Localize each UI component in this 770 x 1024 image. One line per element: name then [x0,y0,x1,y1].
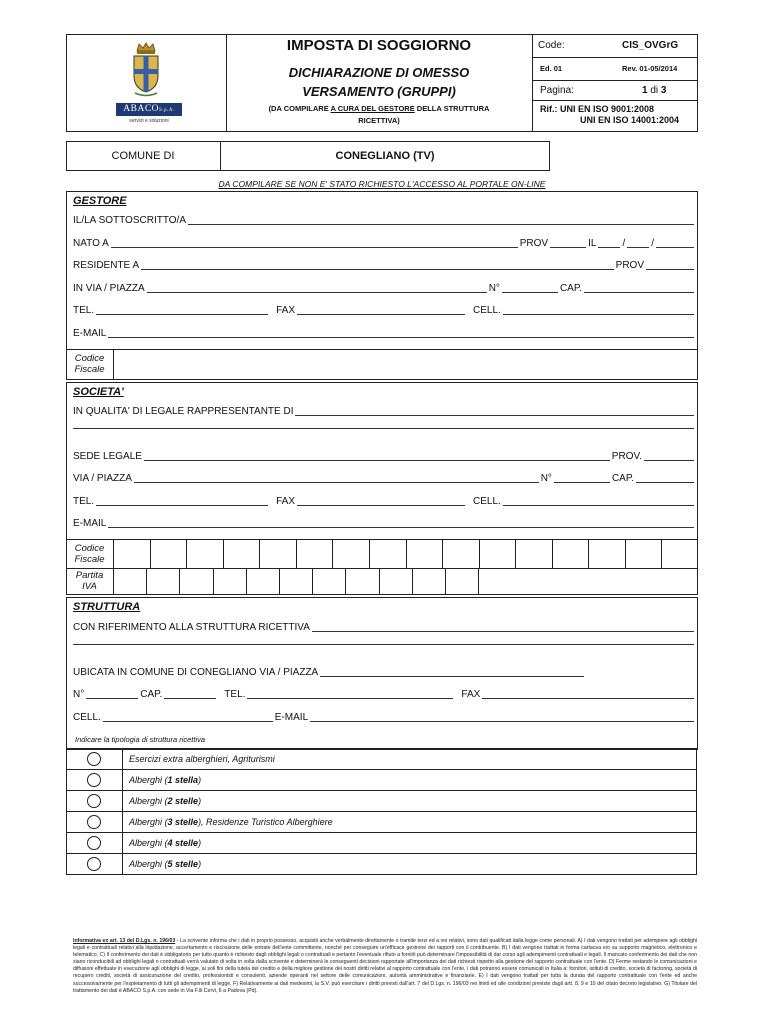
radio-circle-icon[interactable] [87,836,101,850]
societa-tel-field[interactable] [96,505,268,506]
struttura-name-field-2[interactable] [73,644,694,645]
gestore-cf-label: Codice Fiscale [74,353,105,375]
societa-via-row: VIA / PIAZZA N° CAP. [73,473,696,485]
code-value: CIS_OVGrG [622,40,679,51]
form-note-1: (DA COMPILARE A CURA DEL GESTORE DELLA STRUTTURA [268,104,490,113]
struttura-tel-field[interactable] [247,698,453,699]
societa-cap-field[interactable] [636,482,694,483]
gestore-email-field[interactable] [108,337,694,338]
municipal-crest-icon [129,42,163,98]
societa-cf-boxes[interactable] [113,540,698,568]
form-subtitle-2: VERSAMENTO (GRUPPI) [302,84,456,99]
societa-sede-row: SEDE LEGALE PROV. [73,451,696,463]
gestore-number-field[interactable] [502,292,558,293]
struttura-street-field[interactable] [320,676,584,677]
struttura-number-field[interactable] [86,698,138,699]
gestore-tel-row: TEL. FAX CELL. [73,305,696,317]
struttura-option-cell [67,812,123,832]
tipologia-label: Indicare la tipologia di struttura ricettiva [75,735,206,744]
gestore-street-field[interactable] [147,292,487,293]
abaco-tagline: servizi e soluzioni [129,118,169,124]
struttura-name-field[interactable] [312,631,694,632]
struttura-option-cell [67,791,123,811]
struttura-option-label: Alberghi (3 stelle), Residenze Turistico Alberghiere [129,817,333,827]
struttura-ubicata-row: UBICATA IN COMUNE DI CONEGLIANO VIA / PIAZZA [73,667,696,679]
societa-fax-field[interactable] [297,505,465,506]
societa-name-field-2[interactable] [73,428,694,429]
abaco-logo: ABACOS.p.A. [116,103,182,116]
struttura-option-label: Alberghi (1 stella) [129,775,202,785]
societa-cf-label: Codice Fiscale [74,543,105,565]
radio-circle-icon[interactable] [87,752,101,766]
struttura-num-row: N° CAP. TEL. FAX [73,689,696,701]
gestore-birth-prov-field[interactable] [550,247,586,248]
gestore-sottoscritto-row: IL/LA SOTTOSCRITTO/A [73,215,696,227]
struttura-cell-row: CELL. E-MAIL [73,712,696,724]
struttura-cap-field[interactable] [164,698,216,699]
radio-circle-icon[interactable] [87,773,101,787]
societa-number-field[interactable] [554,482,610,483]
societa-prov-field[interactable] [644,460,694,461]
form-note-2: RICETTIVA) [358,116,400,125]
struttura-riferimento-row: CON RIFERIMENTO ALLA STRUTTURA RICETTIVA [73,622,696,634]
radio-circle-icon[interactable] [87,794,101,808]
gestore-residence-field[interactable] [141,269,614,270]
struttura-option-row [66,749,697,770]
gestore-cf-field[interactable] [113,350,697,379]
societa-name-row-2 [73,428,696,431]
edition-label: Ed. 01 [540,64,563,73]
struttura-option-label: Esercizi extra alberghieri, Agriturismi [129,754,275,764]
gestore-cell-field[interactable] [503,314,694,315]
code-label: Code: [538,40,565,51]
struttura-option-row [66,854,697,875]
societa-qualita-row: IN QUALITA' DI LEGALE RAPPRESENTANTE DI [73,406,696,418]
gestore-title: GESTORE [73,195,127,207]
gestore-birth-day-field[interactable] [598,247,620,248]
gestore-fax-field[interactable] [297,314,465,315]
iso-ref-2: UNI EN ISO 14001:2004 [580,115,680,125]
struttura-option-row [66,833,697,854]
struttura-option-row [66,812,697,833]
comune-label: COMUNE DI [111,150,175,162]
page-indicator: 1 di 3 [642,85,667,96]
gestore-residente-row: RESIDENTE A PROV [73,260,696,272]
gestore-name-field[interactable] [188,224,694,225]
societa-email-row: E-MAIL [73,518,696,530]
societa-title: SOCIETA' [73,386,124,398]
struttura-fax-field[interactable] [482,698,694,699]
gestore-tel-field[interactable] [96,314,268,315]
instruction-text: DA COMPILARE SE NON E' STATO RICHIESTO L'ACCESSO AL PORTALE ON-LINE [218,179,546,189]
societa-iva-boxes[interactable] [113,569,479,595]
struttura-option-cell [67,833,123,853]
struttura-option-label: Alberghi (4 stelle) [129,838,202,848]
gestore-cap-field[interactable] [584,292,694,293]
struttura-option-cell [67,749,123,769]
struttura-option-label: Alberghi (5 stelle) [129,859,202,869]
page-label: Pagina: [540,85,574,96]
gestore-nato-row: NATO A PROV IL / / [73,238,696,250]
societa-street-field[interactable] [134,482,539,483]
societa-email-field[interactable] [108,527,694,528]
privacy-notice: Informativa ex art. 13 del D.Lgs. n. 196/03 - La scrivente informa che i dati in proprio possesso, acquisiti anche verbalmente direttamente o tramite terzi ed a voi relativi, sono dati qualificati dalla legge come personali. A) I dati vengono trattati per adempiere agli obblighi legali e contrattuali relativi alla liquidazione, accertamento e riscossione delle entrate dell'ente committente, nonché per conseguire un'efficace gestione dei rapporti con il contribuente. B) I dati vengono trattati in forma cartacea e/o su supporto magnetico, elettronico e telematico. C) Il conferimento dei dati è obbligatorio per tutto quanto è richiesto dagli obblighi legali o contrattuali e pertanto l'eventuale rifiuto a fornirli può determinare l'impossibilità di dar corso agli adempimenti contrattuali e legali. Il mancato conferimento dei dati che non siano riconducibili ad obblighi legali o contrattuali verrà valutato di volta in volta dalla scrivente e determinerà le conseguenti decisioni rapportate all'importanza dei dati richiesti rispetto alla gestione del rapporto contrattuale con l'ente. D) Ferme restando le comunicazioni e diffusioni effettuate in esecuzione agli obblighi di legge, ai soli fini della tutela del credito e della migliore gestione dei nostri diritti relativi al rapporto contrattuale con l'ente, i dati potranno essere comunicati in Italia a: fornitori, istituti di credito, società di factoring, società di recupero crediti, società di assicurazione del credito, professionisti e consulenti, aziende operanti nel settore delle comunicazioni, autorità amministrative e finanziarie. E) I dati vengono trattati per tutta la durata del rapporto contrattuale con l'ente ed anche successivamente per l'espletamento di tutti gli adempimenti di legge. F) Relativamente ai dati medesimi, la S.V. può esercitare i diritti previsti dall'art. 7 del D.Lgs. n. 196/03 nei limiti ed alle condizioni previste dagli artt. 8, 9 e 10 del citato decreto legislativo. G) Titolare del trattamento dei dati è ABACO S.p.A. con sede in Via F.lli Cervi, 6 a Padova (Pd). [73,938,697,994]
struttura-option-cell [67,770,123,790]
revision-label: Rev. 01-05/2014 [622,64,678,73]
societa-iva-label: Partita IVA [75,570,104,592]
gestore-via-row: IN VIA / PIAZZA N° CAP. [73,283,696,295]
struttura-email-field[interactable] [310,721,694,722]
iso-ref-1: Rif.: UNI EN ISO 9001:2008 [540,104,655,114]
comune-value: CONEGLIANO (TV) [335,150,435,162]
struttura-option-label: Alberghi (2 stelle) [129,796,202,806]
gestore-birth-year-field[interactable] [656,247,694,248]
gestore-birth-month-field[interactable] [627,247,649,248]
page-title: IMPOSTA DI SOGGIORNO [286,37,472,54]
radio-circle-icon[interactable] [87,857,101,871]
societa-name-field[interactable] [295,415,694,416]
struttura-option-row [66,770,697,791]
struttura-name-row-2 [73,644,696,647]
societa-cell-field[interactable] [503,505,694,506]
gestore-email-row: E-MAIL [73,328,696,340]
struttura-option-cell [67,854,123,874]
societa-tel-row: TEL. FAX CELL. [73,496,696,508]
radio-circle-icon[interactable] [87,815,101,829]
gestore-birthplace-field[interactable] [111,247,518,248]
struttura-cell-field[interactable] [103,721,273,722]
gestore-res-prov-field[interactable] [646,269,694,270]
societa-sede-field[interactable] [144,460,610,461]
form-subtitle-1: DICHIARAZIONE DI OMESSO [288,65,470,80]
struttura-option-row [66,791,697,812]
struttura-title: STRUTTURA [73,601,141,613]
